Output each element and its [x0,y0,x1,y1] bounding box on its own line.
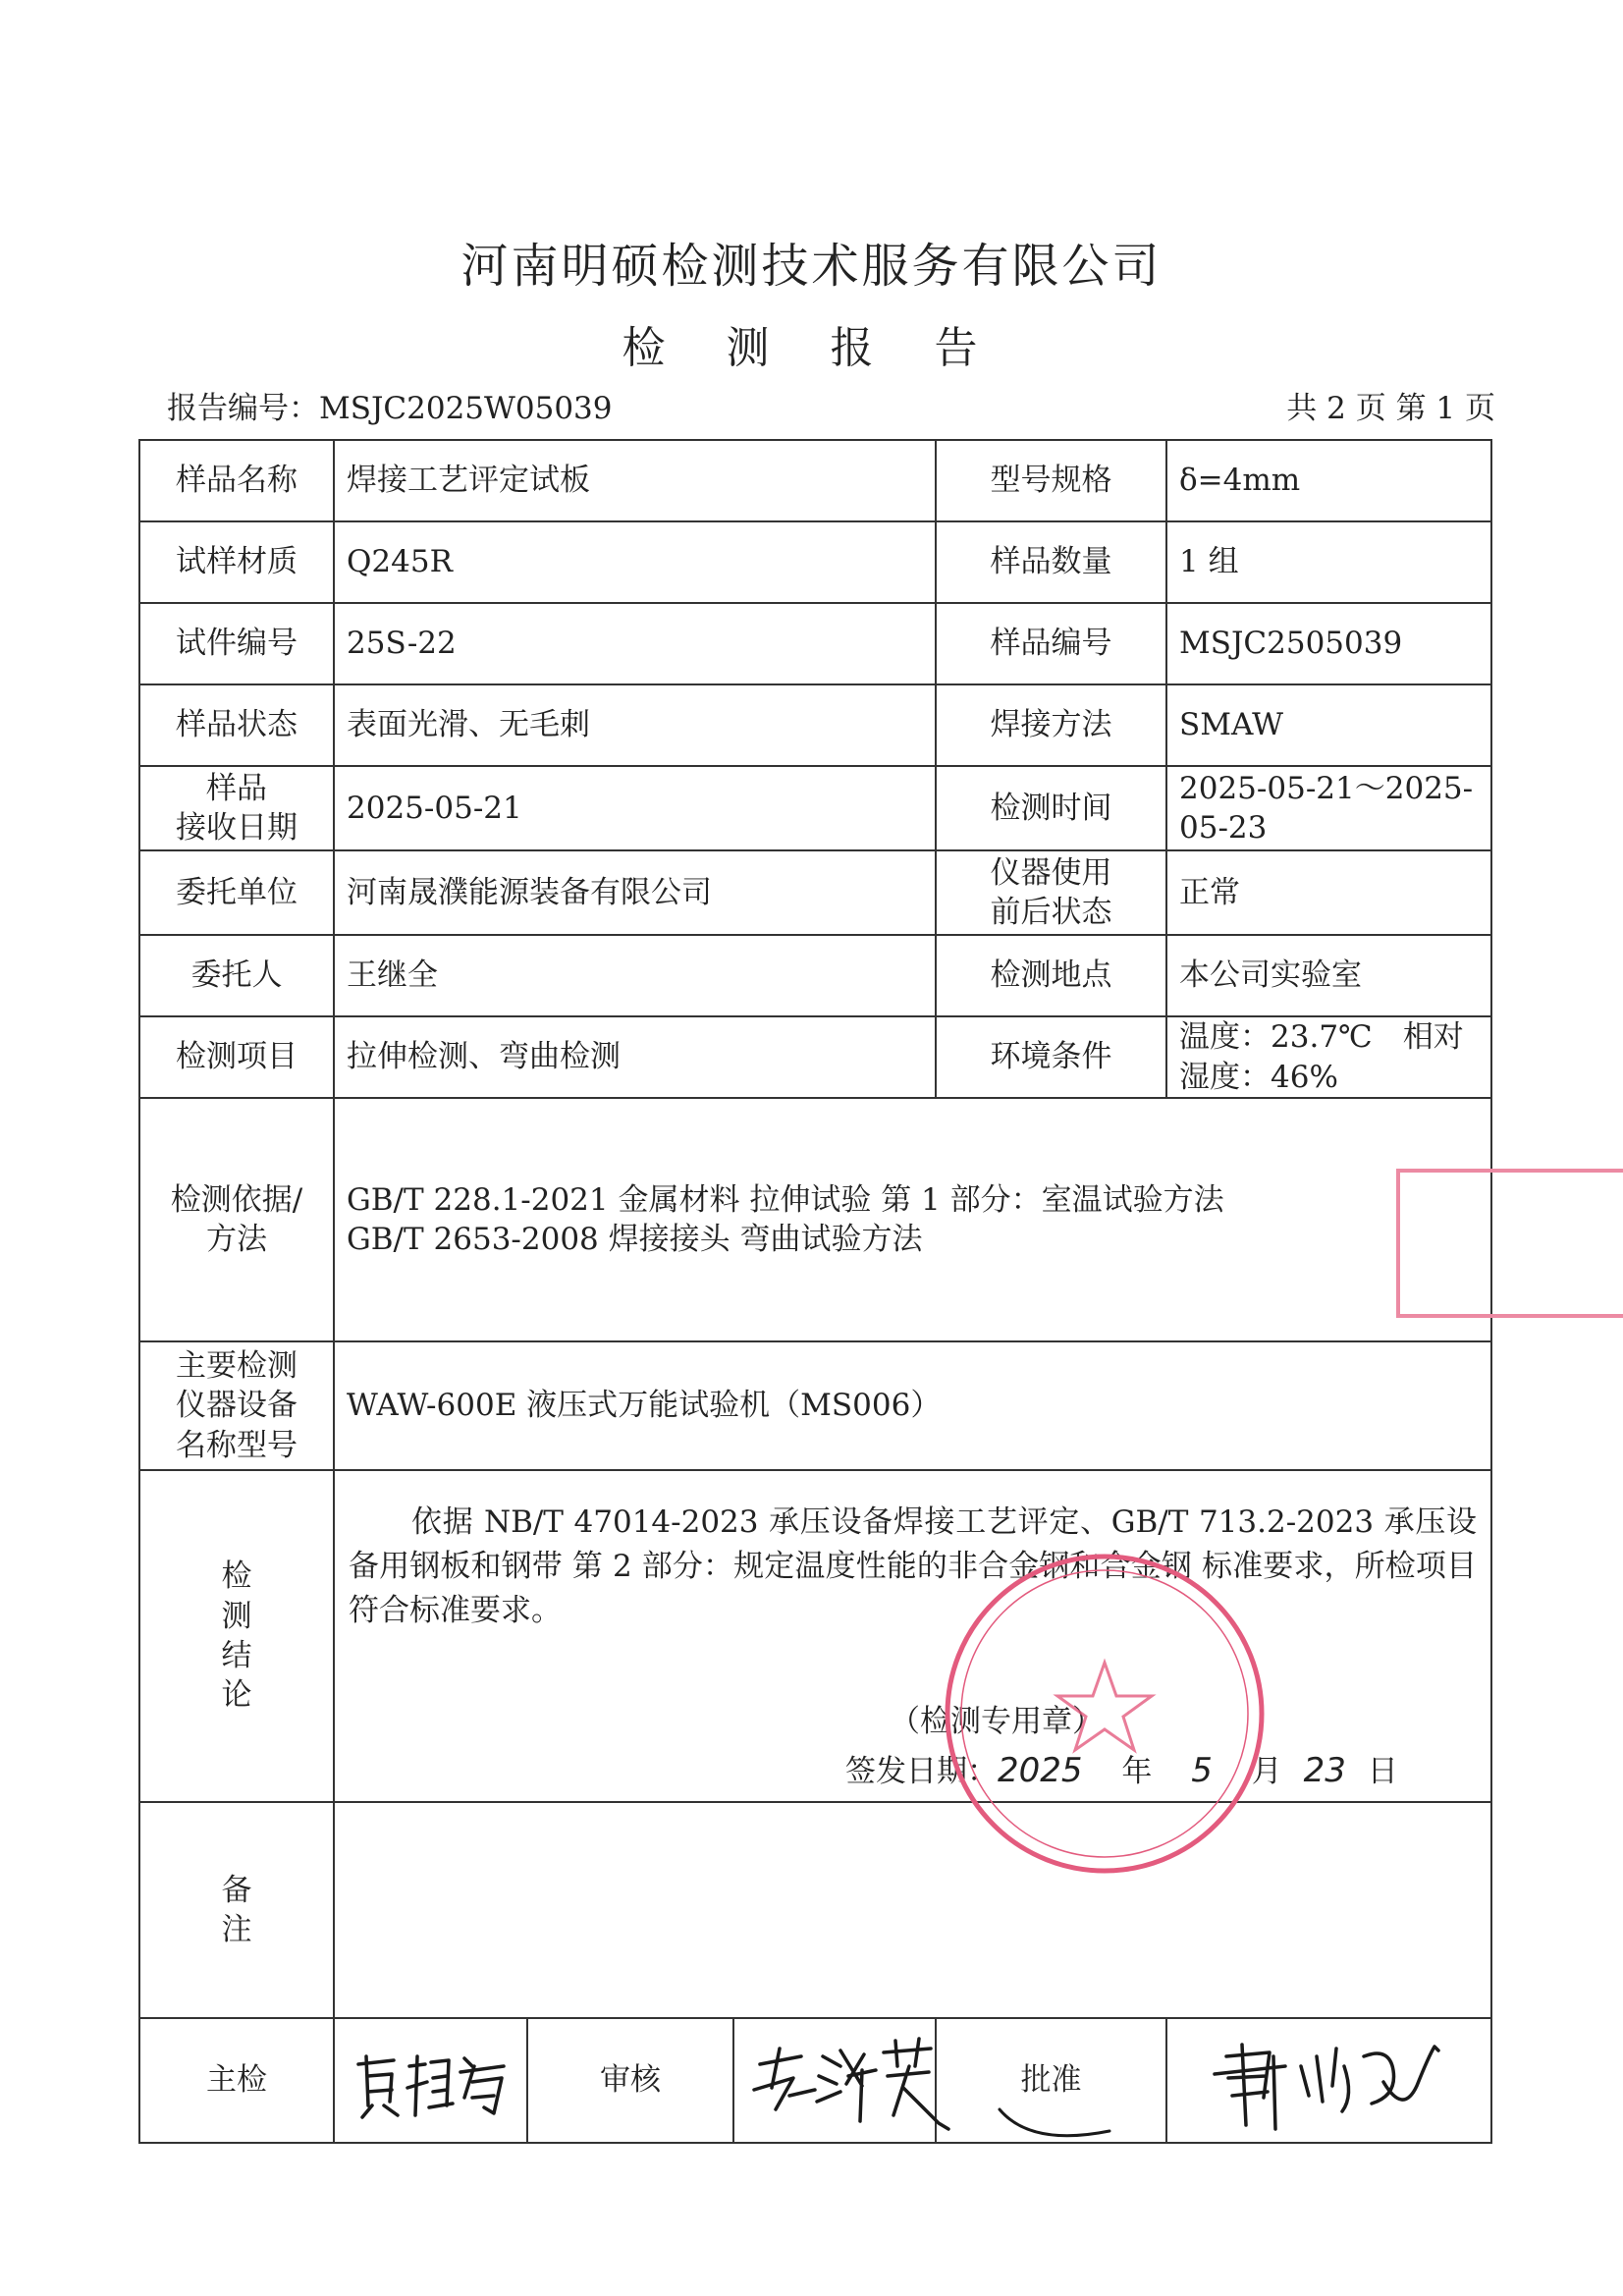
instrument-status-label [936,850,1166,935]
reviewer-signature [746,2027,952,2135]
table-row [139,603,1491,684]
table-row [139,1802,1491,2018]
report-table [138,439,1492,2144]
page-info: 共 2 页 第 1 页 [1286,391,1495,426]
report-number: 报告编号：MSJC2025W05039 [167,391,613,426]
inspector-label: 主检 [139,2018,334,2143]
entrusted-value: 王继全 [334,935,936,1016]
specimen-no-label: 试件编号 [139,603,334,684]
entrusted-label: 委托人 [139,935,334,1016]
status-value: 表面光滑、无毛刺 [334,684,936,766]
equipment-label-line3: 名称型号 [176,1427,298,1463]
table-row [139,766,1491,850]
material-value: Q245R [334,521,936,603]
remarks-label [139,1802,334,2018]
issue-month: 5 [1191,1751,1213,1790]
client-label: 委托单位 [139,850,334,935]
table-row [139,440,1491,521]
year-char: 年 [1121,1754,1153,1789]
equipment-value: WAW-600E 液压式万能试验机（MS006） [334,1341,1491,1470]
basis-value [334,1098,1491,1341]
instrument-status-label-line2: 前后状态 [990,895,1112,930]
company-name: 河南明硕检测技术服务有限公司 [460,239,1163,294]
day-char: 日 [1367,1754,1398,1789]
env-value: 温度：23.7℃ 相对湿度：46% [1166,1016,1491,1098]
status-label: 样品状态 [139,684,334,766]
table-row [139,684,1491,766]
items-label: 检测项目 [139,1016,334,1098]
env-label: 环境条件 [936,1016,1166,1098]
material-label: 试样材质 [139,521,334,603]
table-row [139,1470,1491,1802]
report-title: 检 测 报 告 [622,323,1001,373]
basis-line-1: GB/T 228.1-2021 金属材料 拉伸试验 第 1 部分：室温试验方法 [347,1181,1224,1218]
receive-date-value: 2025-05-21 [334,766,936,850]
sample-no-value: MSJC2505039 [1166,603,1491,684]
basis-label-line1: 检测依据/ [170,1181,303,1218]
table-row [139,1016,1491,1098]
equipment-label-line1: 主要检测 [176,1348,298,1385]
basis-label [139,1098,334,1341]
seal-note: （检测专用章） [890,1704,1103,1739]
receive-date-label [139,766,334,850]
conclusion-label-char: 结 [221,1638,252,1673]
equipment-label-line2: 仪器设备 [176,1388,298,1424]
instrument-status-label-line1: 仪器使用 [990,854,1112,891]
sample-no-label: 样品编号 [936,603,1166,684]
table-row [139,850,1491,935]
receive-date-label-line1: 样品 [206,770,267,806]
location-label: 检测地点 [936,935,1166,1016]
conclusion-text: 依据 NB/T 47014-2023 承压设备焊接工艺评定、GB/T 713.2-2023 承压设备用钢板和钢带 第 2 部分：规定温度性能的非合金钢和合金钢 标准要求，所检项目符合标准要求。 [349,1504,1478,1628]
inspector-signature [347,2037,523,2125]
remarks-label-char: 备 [221,1872,252,1908]
quantity-value: 1 组 [1166,521,1491,603]
table-row [139,521,1491,603]
inspector-signature-cell [334,2018,527,2143]
table-row [139,2018,1491,2143]
reviewer-signature-cell [733,2018,936,2143]
instrument-status-value: 正常 [1166,850,1491,935]
conclusion-label-char: 论 [221,1677,252,1714]
month-char: 月 [1251,1754,1282,1789]
issue-date-label: 签发日期： [845,1754,998,1789]
approver-label: 批准 [936,2018,1166,2143]
issue-date [845,1749,1398,1792]
table-row [139,1098,1491,1341]
approver-signature-cell [1166,2018,1491,2143]
approver-signature [1207,2027,1452,2135]
quantity-label: 样品数量 [936,521,1166,603]
conclusion-label [139,1470,334,1802]
equipment-label [139,1341,334,1470]
conclusion-label-char: 检 [221,1558,252,1595]
specimen-no-value: 25S-22 [334,603,936,684]
issue-day: 23 [1303,1751,1346,1790]
welding-method-value: SMAW [1166,684,1491,766]
test-time-value: 2025-05-21～2025-05-23 [1166,766,1491,850]
client-value: 河南晟濮能源装备有限公司 [334,850,936,935]
table-row [139,1341,1491,1470]
items-value: 拉伸检测、弯曲检测 [334,1016,936,1098]
issue-year: 2025 [998,1751,1083,1790]
location-value: 本公司实验室 [1166,935,1491,1016]
model-value: δ=4mm [1166,440,1491,521]
receive-date-label-line2: 接收日期 [176,810,298,846]
welding-method-label: 焊接方法 [936,684,1166,766]
conclusion-label-char: 测 [221,1598,252,1634]
sample-name-label: 样品名称 [139,440,334,521]
remarks-value [334,1802,1491,2018]
basis-label-line2: 方法 [206,1222,267,1257]
test-time-label: 检测时间 [936,766,1166,850]
table-row [139,935,1491,1016]
reviewer-label: 审核 [527,2018,733,2143]
remarks-label-char: 注 [221,1912,252,1947]
conclusion-cell [334,1470,1491,1802]
model-label: 型号规格 [936,440,1166,521]
sample-name-value: 焊接工艺评定试板 [334,440,936,521]
basis-line-2: GB/T 2653-2008 焊接接头 弯曲试验方法 [347,1222,923,1257]
